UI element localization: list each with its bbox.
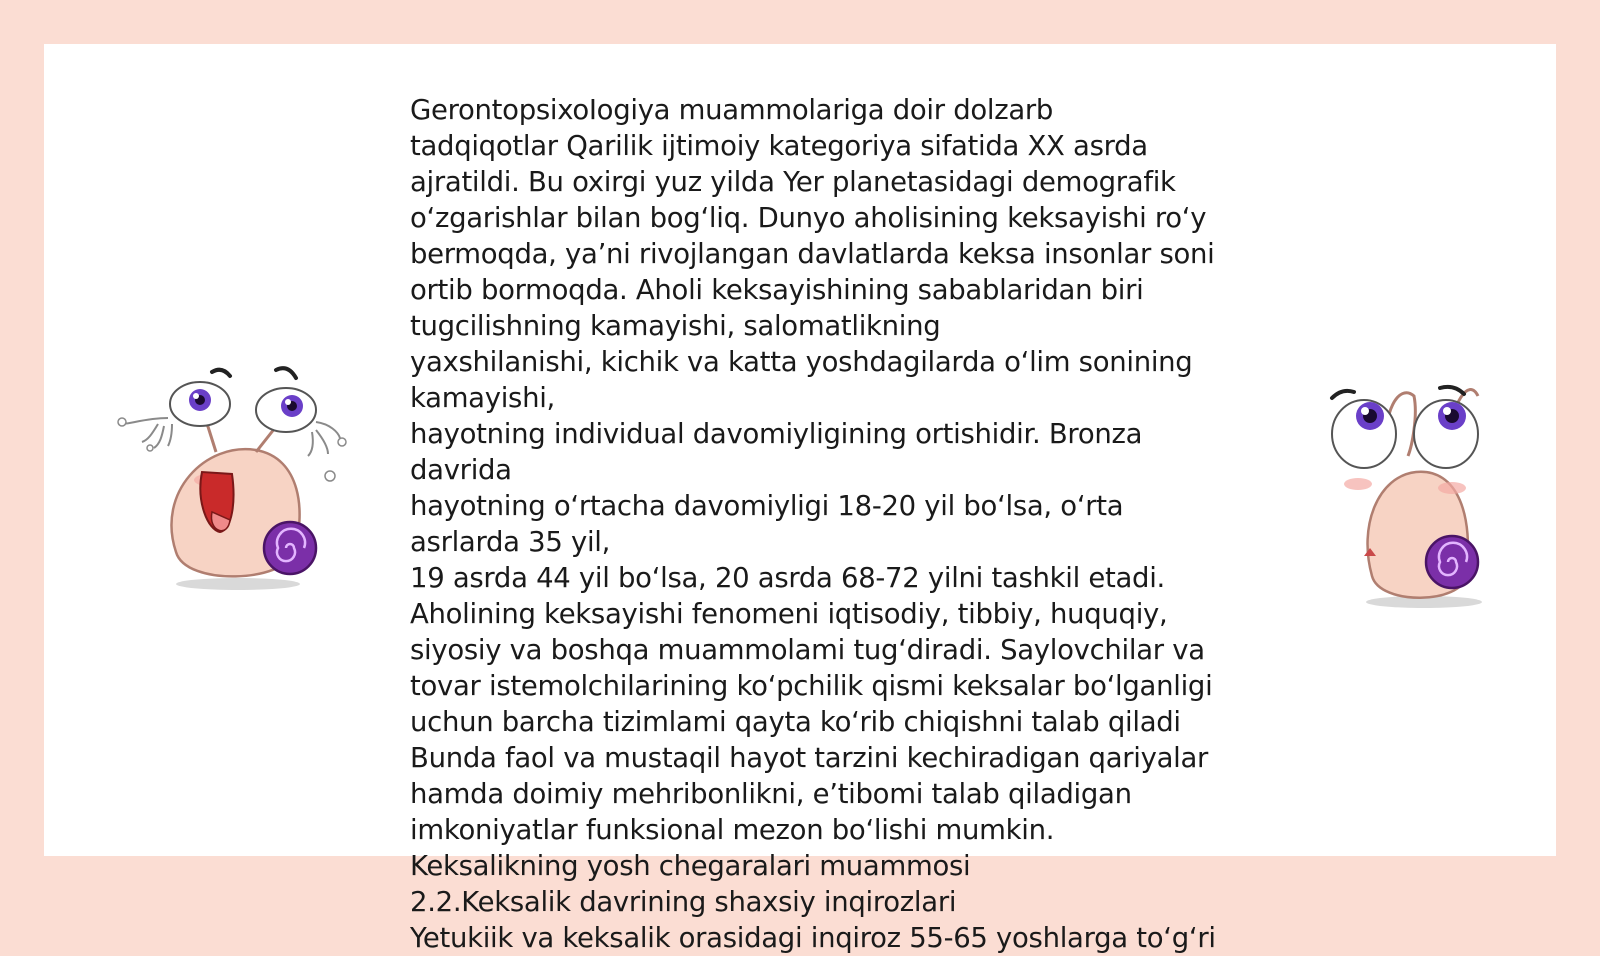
slide-canvas bbox=[44, 44, 1556, 954]
text-line: ortib bormoqda. Aholi keksayishining sabablaridan biri bbox=[410, 274, 1144, 306]
text-line: bermoqda, ya’ni rivojlangan davlatlarda keksa insonlar soni bbox=[410, 238, 1215, 270]
text-line: tadqiqotlar Qarilik ijtimoiy kategoriya sifatida XX asrda bbox=[410, 130, 1148, 162]
text-line: uchun barcha tizimlami qayta ko‘rib chiqishni talab qiladi bbox=[410, 706, 1181, 738]
text-line: Keksalikning yosh chegaralari muammosi bbox=[410, 850, 971, 882]
text-line: tovar istemolchilarining ko‘pchilik qismi keksalar bo‘lganligi bbox=[410, 670, 1213, 702]
text-line: o‘zgarishlar bilan bog‘liq. Dunyo aholisining keksayishi ro‘y bbox=[410, 202, 1207, 234]
text-line: ajratildi. Bu oxirgi yuz yilda Yer planetasidagi demografik bbox=[410, 166, 1176, 198]
text-line: Bunda faol va mustaqil hayot tarzini kechiradigan qariyalar bbox=[410, 742, 1209, 774]
text-line: siyosiy va boshqa muammolami tug‘diradi. Saylovchilar va bbox=[410, 634, 1205, 666]
text-line: davrida bbox=[410, 454, 512, 486]
text-line: hamda doimiy mehribonlikni, e’tibomi talab qiladigan bbox=[410, 778, 1132, 810]
text-line: Yetukiik va keksalik orasidagi inqiroz 55-65 yoshlarga to‘g‘ri bbox=[410, 922, 1216, 954]
surprised-snail-icon bbox=[116, 362, 356, 602]
text-line: asrlarda 35 yil, bbox=[410, 526, 611, 558]
text-line: 2.2.Keksalik davrining shaxsiy inqirozlari bbox=[410, 886, 957, 918]
body-text bbox=[410, 92, 1250, 956]
text-line: yaxshilanishi, kichik va katta yoshdagilarda o‘lim sonining bbox=[410, 346, 1193, 378]
text-line: hayotning individual davomiyligining ortishidir. Bronza bbox=[410, 418, 1143, 450]
text-line: 19 asrda 44 yil bo‘lsa, 20 asrda 68-72 yilni tashkil etadi. bbox=[410, 562, 1165, 594]
looking-up-snail-icon bbox=[1328, 376, 1524, 616]
text-line: GerontopsixoIogiya muammolariga doir dolzarb bbox=[410, 94, 1054, 126]
text-line: Aholining keksayishi fenomeni iqtisodiy, tibbiy, huquqiy, bbox=[410, 598, 1168, 630]
text-line: imkoniyatlar funksional mezon bo‘lishi mumkin. bbox=[410, 814, 1055, 846]
text-line: hayotning o‘rtacha davomiyligi 18-20 yil bo‘lsa, o‘rta bbox=[410, 490, 1124, 522]
text-line: tugcilishning kamayishi, salomatlikning bbox=[410, 310, 941, 342]
text-line: kamayishi, bbox=[410, 382, 555, 414]
